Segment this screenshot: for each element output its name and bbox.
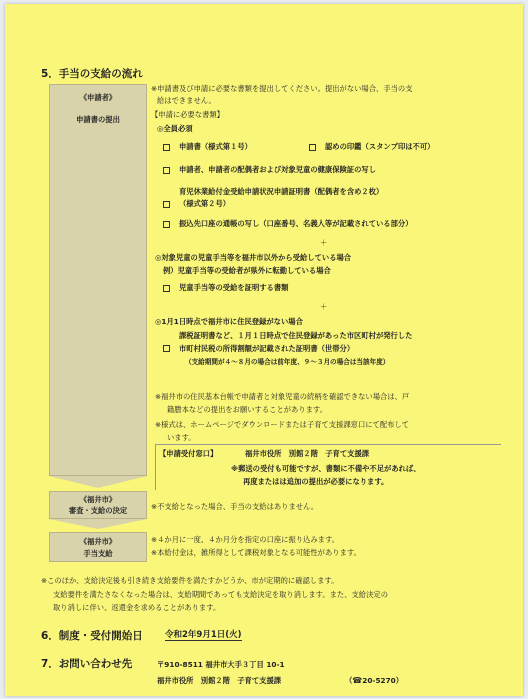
after-note-line2: 支給要件を満たさなくなった場合は、支給期間であっても支給決定を取り消します。また、支給決定の	[53, 590, 388, 599]
flow-applicant-panel	[49, 84, 147, 476]
intro-note-line2: 給はできません。	[157, 96, 216, 105]
flow-arrow	[49, 519, 147, 529]
contact-address: 〒910-8511 福井市大手３丁目 10-1	[157, 660, 285, 669]
item-form1: 申請書（様式第１号）	[179, 142, 252, 151]
intro-note-line1: ※申請書及び申請に必要な書類を提出してください。提出がない場合、手当の支	[151, 84, 413, 93]
condition-outside-city: ◎対象児童の児童手当等を福井市以外から受給している場合	[155, 253, 352, 262]
pay-note-1: ※４か月に一度、４か月分を指定の口座に振り込みます。	[151, 535, 339, 544]
reception-window-place: 福井市役所 別館２階 子育て支援課	[245, 449, 370, 458]
section7-title: 7．お問い合わせ先	[41, 658, 133, 670]
item-tax-line1: 課税証明書など、１月１日時点で住民登録があった市区町村が発行した	[179, 331, 413, 340]
review-note: ※不支給となった場合、手当の支給はありません。	[151, 502, 319, 511]
flow-payment-step: 手当支給	[83, 549, 113, 558]
flow-arrow	[49, 476, 147, 488]
phone-number: 20-5270）	[362, 676, 404, 685]
mail-note-line2: 再度またはは追加の提出が必要になります。	[243, 477, 389, 486]
item-childcare-line1: 育児休業給付金受給申請状況申請証明書（配偶者を含め２枚）	[179, 187, 384, 196]
mail-note-line1: ※郵送の受付も可能ですが、書類に不備や不足があれば、	[231, 464, 421, 473]
plus-sign-1: ＋	[320, 238, 328, 247]
flow-review-label: 《福井市》	[79, 495, 117, 504]
reception-window-label: 【申請受付窓口】	[159, 449, 218, 458]
phone-icon: ☎	[352, 676, 363, 685]
item-child-allowance: 児童手当等の受給を証明する書類	[179, 283, 289, 292]
pay-note-2: ※本給付金は，雑所得として課税対象となる可能性があります。	[151, 548, 361, 557]
item-insurance: 申請者、申請者の配偶者および対象児童の健康保険証の写し	[179, 165, 377, 174]
flow-review-step: 審査・支給の決定	[68, 506, 128, 515]
checkbox-childcare	[163, 201, 170, 208]
item-bank: 振込先口座の通帳の写し（口座番号、名義人等が記載されている部分）	[179, 219, 413, 228]
contact-office: 福井市役所 別館２階 子育て支援課	[157, 676, 282, 685]
flow-payment-label: 《福井市》	[79, 537, 117, 546]
plus-sign-2: ＋	[320, 302, 328, 311]
after-note-line1: ※このほか、支給決定後も引き続き支給要件を満たすかどうか、市が定期的に確認します。	[41, 576, 339, 585]
required-docs-header: 【申請に必要な書類】	[151, 110, 224, 119]
checkbox-tax-certificate	[163, 345, 170, 352]
resident-note-line1: ※福井市の住民基本台帳で申請者と対象児童の続柄を確認できない場合は、戸	[155, 392, 410, 401]
condition-jan1: ◎1月1日時点で福井市に住民登録がない場合	[155, 317, 303, 326]
checkbox-child-allowance	[163, 285, 170, 292]
item-seal: 認めの印鑑（スタンプ印は不可）	[325, 142, 435, 151]
item-tax-line2: 市町村民税の所得割額が記載された証明書（世帯分）	[179, 344, 355, 353]
condition-outside-example: 例）児童手当等の受給者が県外に転勤している場合	[163, 266, 331, 275]
flow-review-box	[49, 491, 147, 519]
checkbox-insurance	[163, 167, 170, 174]
checkbox-bank	[163, 221, 170, 228]
flow-payment-box	[49, 532, 147, 562]
item-childcare-line2: （様式第２号）	[179, 199, 231, 208]
form-note-line1: ※様式は、ホームページでダウンロードまたは子育て支援課窓口にて配布して	[155, 420, 410, 429]
section6-title: 6．制度・受付開始日	[41, 630, 143, 642]
document-page	[5, 4, 523, 696]
item-tax-line3: （支給期間が４～８月の場合は前年度、９～３月の場合は当該年度）	[185, 358, 390, 366]
all-required-heading: ◎全員必須	[157, 124, 193, 133]
start-date: 令和2年9月1日(火)	[165, 630, 242, 640]
form-note-line2: います。	[167, 433, 196, 442]
section5-title: 5．手当の支給の流れ	[41, 68, 143, 80]
resident-note-line2: 籍謄本などの提出をお願いすることがあります。	[167, 405, 327, 414]
phone-open-paren: （	[345, 676, 353, 685]
checkbox-seal	[309, 144, 316, 151]
contact-phone	[345, 676, 403, 686]
after-note-line3: 取り消しに伴い、返還金を求めることがあります。	[53, 603, 221, 612]
flow-applicant-step: 申請書の提出	[76, 115, 120, 124]
flow-applicant-label: 《申請者》	[79, 93, 117, 102]
checkbox-form1	[163, 144, 170, 151]
